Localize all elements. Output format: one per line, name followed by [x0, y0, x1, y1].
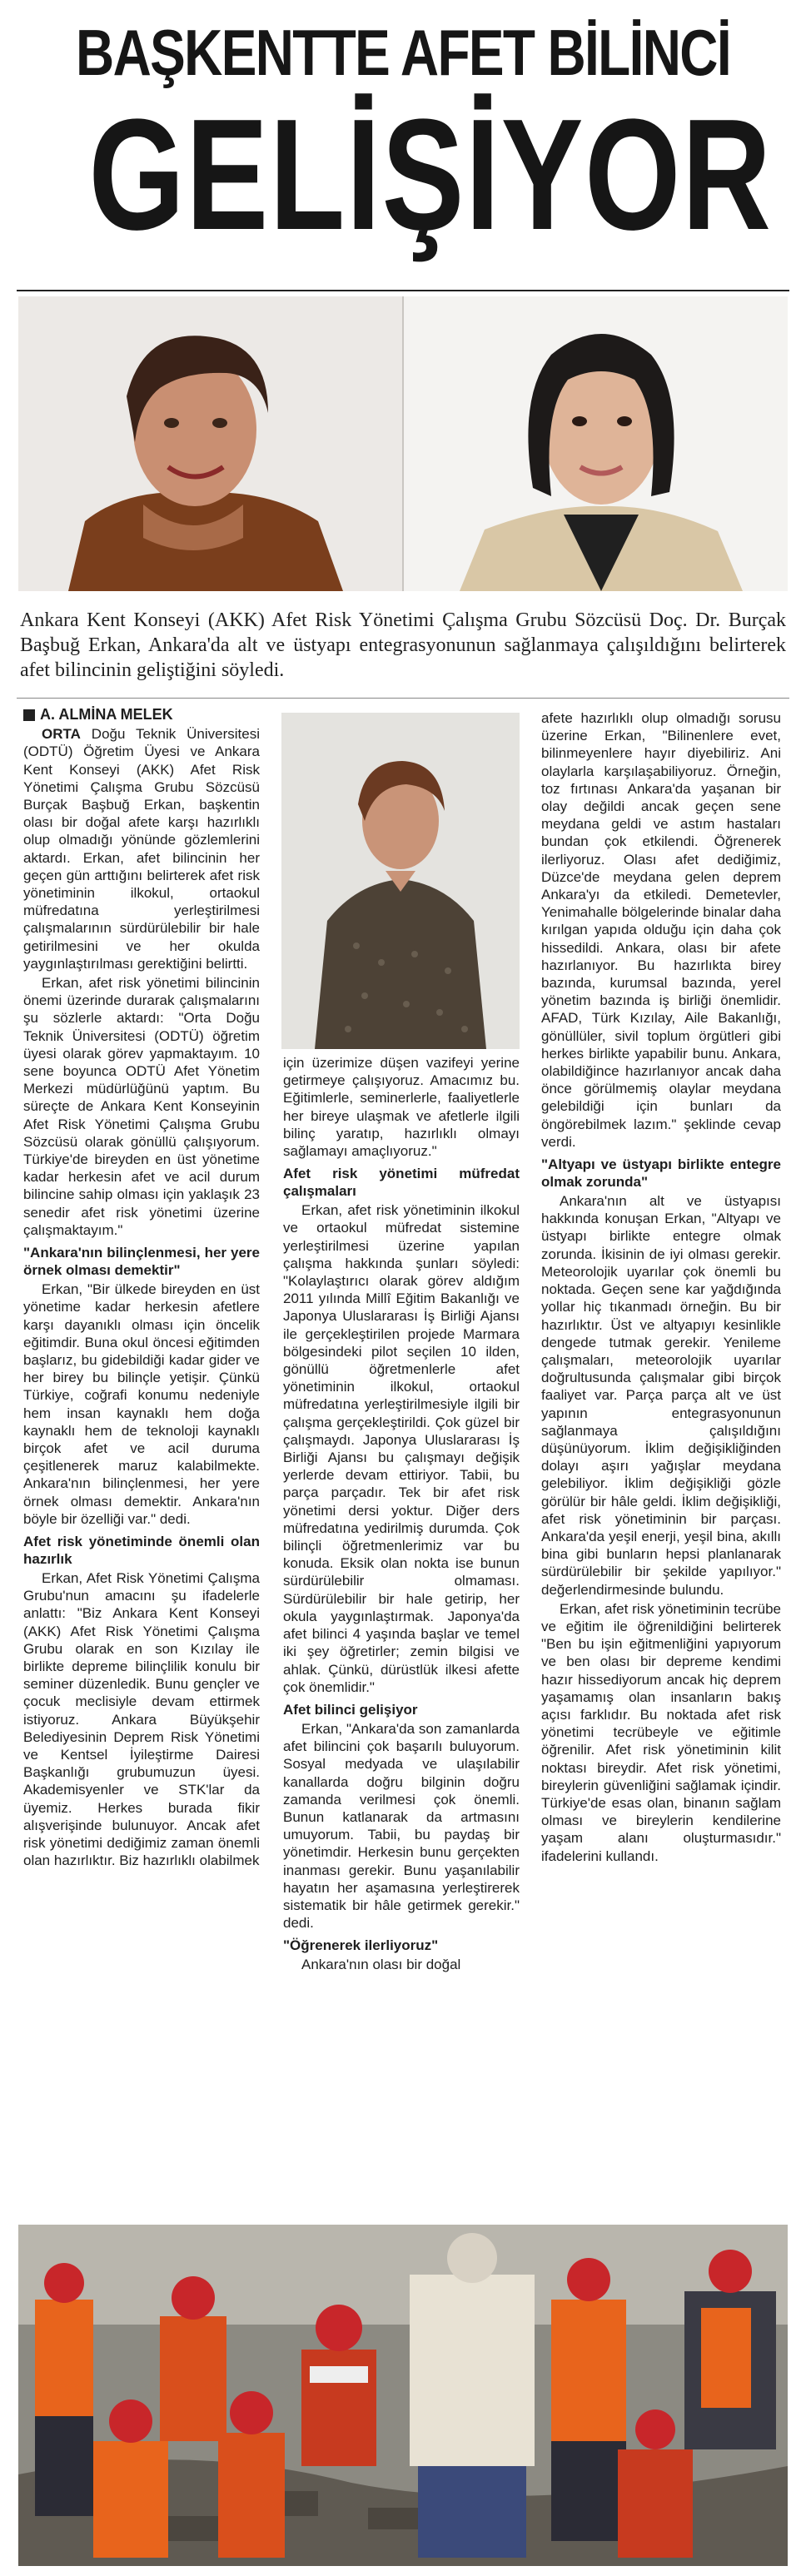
column3-paragraph-3: Erkan, afet risk yönetiminin tecrübe ve eğitim ile öğrenildiğini belirterek "Ben bu işin eğitmenliğini yapıyorum ve ben olası bir depreme kendimi hazır hissediyorum ancak hiç deprem yaşamamış olan insanların bakış açısı farklıdır. Bu noktada afet risk yönetimi tecrübeyle ve eğitimle öğrenilir. Afet risk yönetiminin kilit noktası bireydir. Afet risk yönetimi, bireylerin güvenliğini sağlamak içindir. Türkiye'de esas olan, binanın sağlam olması ve bireylerin kendilerine yaşam alanı oluşturmasıdır." ifadelerini kullandı.: [541, 1600, 781, 1864]
column3-paragraph-2: Ankara'nın alt ve üstyapısı hakkında konuşan Erkan, "Altyapı ve üstyapı birlikte entegre olmak zorunda. İkisinin de iyi olması gerekir. Meteorolojik uyarılar çok önemli bu noktada. Geçen sene kar yağdığında yollar hiç tıkanmadı örneğin. Bu bir hazırlıktır. Üst ve altyapıyı kesinlikle dengede tutmak gerekir. Yenileme çalışmaları, meteorolojik uyarılar doğrultusunda çalışmalar gibi birçok faaliyet var. Parça parça alt ve üst yapının entegrasyonunun sağlanmaya çalışıldığını düşünüyorum. İklim değişikliğinden dolayı aşırı yağışlar meydana gelebiliyor. İklim değişikliği gözle görülür bir hâle geldi. İklim değişikliği, afet risk yönetiminin bir parçası. Ankara'da yeşil enerji, yeşil bina, akıllı bina gibi bunların hepsi planlanarak sürdürülebilir bir şekilde yapılıyor." değerlendirmesinde bulundu.: [541, 1193, 781, 1598]
column2-subheading-1: Afet risk yönetimi müfredat çalışmaları: [283, 1166, 520, 1200]
portrait-photo: [281, 713, 520, 1049]
column2-paragraph-3: Erkan, "Ankara'da son zamanlarda afet bilincini çok başarılı buluyorum. Sosyal medyada ve ulaşılabilir kanallarda doğru bilginin doğru zamanda verilmesi çok önemli. Bunun katlanarak da artmasını umuyorum. Tabii, bu paydaş bir yönetimdir. Herkesin bunu gerçekten inanması gerekir. Bunu yaşanılabilir hayatın her aşamasına yerleştirerek sistematik bir hâle getirmek gerekir." dedi.: [283, 1720, 520, 1932]
article-column-2: [283, 1054, 520, 1976]
dateline: ORTA: [42, 726, 81, 743]
rescue-drill-illustration: [18, 2225, 788, 2566]
column1-paragraph-2: Erkan, afet risk yönetimi bilincinin önemi üzerinde durarak çalışmalarını şu sözlerle aktardı: "Orta Doğu Teknik Üniversitesi (ODTÜ) öğretim üyesi olarak görev yapmaktayım. 10 sene boyunca ODTÜ Afet Yönetim Merkezi müdürlüğünü yaptım. Bu süreçte de Ankara Kent Konseyinin Afet Risk Yönetimi Çalışma Grubu Sözcüsü olarak gönüllü çalışıyorum. Türkiye'de bireyden en üst yönetime kadar herkesin afet ve acil durum bilincine sahip olması için yaklaşık 23 senedir afet risk yönetimi üzerine çalışmaktayım.": [23, 975, 260, 1238]
article-column-3: [541, 709, 781, 1867]
headline-rule: [17, 290, 789, 291]
byline-square-icon: [23, 709, 35, 721]
column1-subheading-2: Afet risk yönetiminde önemli olan hazırlık: [23, 1533, 260, 1567]
column1-paragraph-1-text: Doğu Teknik Üniversitesi (ODTÜ) Öğretim Üyesi ve Ankara Kent Konseyi (AKK) Afet Risk Yönetimi Çalışma Grubu Sözcüsü Burçak Başbuğ Erkan, başkentin olası bir doğal afete karşı hazırlıklı olup olmadığı yönünde gözlemlerini aktardı. Erkan, afet bilincinin her geçen gün arttığını belirterek afet risk yönetiminin ilkokul, ortaokul müfredatına yerleştirilmesi çalışmalarının sürdürülebilir bir hale getirilmesini ve her okulda yaygınlaştırılması gerektiğini belirtti.: [23, 726, 260, 972]
lead-paragraph: Ankara Kent Konseyi (AKK) Afet Risk Yönetimi Çalışma Grubu Sözcüsü Doç. Dr. Burçak Başbuğ Erkan, Ankara'da alt ve üstyapı entegrasyonunun sağlanmaya çalışıldığını belirterek afet bilincinin geliştiğini söyledi.: [20, 609, 786, 681]
column1-paragraph-1: [23, 725, 260, 972]
interview-photo: [18, 296, 788, 591]
column3-subheading-1: "Altyapı ve üstyapı birlikte entegre olmak zorunda": [541, 1156, 781, 1191]
rescue-drill-photo: [18, 2225, 788, 2566]
column1-subheading-1: "Ankara'nın bilinçlenmesi, her yere örnek olması demektir": [23, 1245, 260, 1279]
column2-paragraph-4: Ankara'nın olası bir doğal: [301, 1957, 461, 1973]
article-column-1: [23, 706, 260, 1871]
column2-subheading-3: "Öğrenerek ilerliyoruz": [283, 1937, 439, 1954]
headline-line-2: GELİŞİYOR: [88, 87, 773, 263]
column2-paragraph-2: Erkan, afet risk yönetiminin ilkokul ve ortaokul müfredat sistemine yerleştirilmesi üzerine yapılan çalışma hakkında şunları söyledi: "Kolaylaştırıcı olarak görev aldığım 2011 yılında Millî Eğitim Bakanlığı ve Japonya Uluslararası İş Birliği Ajansı ile gerçekleştirilen projede Marmara bölgesindeki pilot seçilen 10 ilden, gönüllü öğretmenlerle afet yönetiminin ilkokul, ortaokul müfredatına yerleştirilmesiyle ilgili bir çalışma gerçekleştirildi. Çok güzel bir çalışmaydı. Japonya Uluslararası İş Birliği Ajansı bu çalışmayı değişik yerlerde devam ettiriyor. Tabii, bu parça parçadır. Tek bir afet risk yönetimi dersi yoktur. Diğer ders müfredatına yedirilmiş durumda. Çok bilinçli öğretmenlerimiz var bu konuda. Eksik olan nokta ise bunun sürdürülebilir olmaması. Sürdürülebilir bir hale getirip, her okula yaygınlaştırmak. Japonya'da afet bilinci 4 yaşında başlar ve temel iki şey öğretirler; zemin bilgisi ve ahlak. Çünkü, dürüstlük ilkesi afette çok önemlidir.": [283, 1202, 520, 1695]
column2-paragraph-1: için üzerimize düşen vazifeyi yerine getirmeye çalışıyoruz. Amacımız bu. Eğitimlerle, seminerlerle, faaliyetlerle her bireye ulaşmak ve afetlerle ilgili bilinç yaratıp, hazırlıklı olmayı sağlamayı amaçlıyoruz.": [283, 1055, 520, 1160]
byline-name: A. ALMİNA MELEK: [40, 706, 173, 723]
headline-line-1: BAŞKENTTE AFET BİLİNCİ: [76, 16, 730, 89]
column1-paragraph-4: Erkan, Afet Risk Yönetimi Çalışma Grubu'nun amacını şu ifadelerle anlattı: "Biz Ankara Kent Konseyi (AKK) Afet Risk Yönetimi Çalışma Grubu olarak en son Kızılay ile birlikte depreme bilinçlilik konulu bir seminer düzenledik. Bunu gençler ve çocuk meclisiyle devam ettirmek istiyoruz. Ankara Büyükşehir Belediyesinin Deprem Risk Yönetimi ve Kentsel İyileştirme Dairesi Başkanlığı grubumuzun üyesi. Akademisyenler ve STK'lar da üyemiz. Herkes burada fikir alışverişinde bulunuyor. Ancak afet risk yönetimi dediğimiz zaman önemli olan hazırlıktır. Biz hazırlıklı olabilmek: [23, 1569, 260, 1869]
column3-paragraph-1: afete hazırlıklı olup olmadığı sorusu üzerine Erkan, "Bilinenlere evet, bilinmeyenlere hayır diyebiliriz. Ani olaylarla karşılaşabiliyoruz. Örneğin, toz fırtınası Ankara'da yaşanan bir olay değildi ancak geçen sene meydana geldi ve astım hastaları bundan çok etkilendi. Öğrenerek ilerliyoruz. Olası afet dediğimiz, Düzce'de meydana gelen deprem Ankara'yı da etkiledi. Demetevler, Yenimahalle bölgelerinde binalar daha kırılgan yapıda olduğu için daha çok hissedildi. Ankara, olası bir afete hazırlanıyor. Bu hazırlıkta birey bazında, kurumsal bazında, yerel yönetim bazında iş birliği önemlidir. AFAD, Türk Kızılay, Aile Bakanlığı, gönüllüler, sivil toplum örgütleri gibi herkes birlikte yapabilir bunu. Ankara, olabildiğince hazırlanıyor ancak daha önce görülmemiş olaylar meydana gelebildiği için bunları da öngörebilmek lazım." şeklinde cevap verdi.: [541, 710, 781, 1150]
byline: [23, 706, 260, 724]
lead-rule: [17, 698, 789, 699]
column2-subheading-2: Afet bilinci gelişiyor: [283, 1701, 418, 1718]
column1-paragraph-3: Erkan, "Bir ülkede bireyden en üst yönetime kadar herkesin afetlere karşı dayanıklı olması için öncelik eğitimdir. Buna okul öncesi eğitimden başlarız, bu gidebildiği kadar gider ve her birey bu bilinçle yetişir. Çünkü Türkiye, coğrafi konumu nedeniyle hem insan kaynaklı hem doğa kaynaklı hem de teknoloji kaynaklı birçok afet ve acil duruma çeşitlenerek maruz kalabilmekte. Ankara'nın bilinçlenmesi, her yere örnek olması demektir. Ankara'nın böyle bir özelliği var." dedi.: [23, 1281, 260, 1527]
interview-photo-illustration: [18, 296, 788, 591]
portrait-illustration: [281, 713, 520, 1049]
